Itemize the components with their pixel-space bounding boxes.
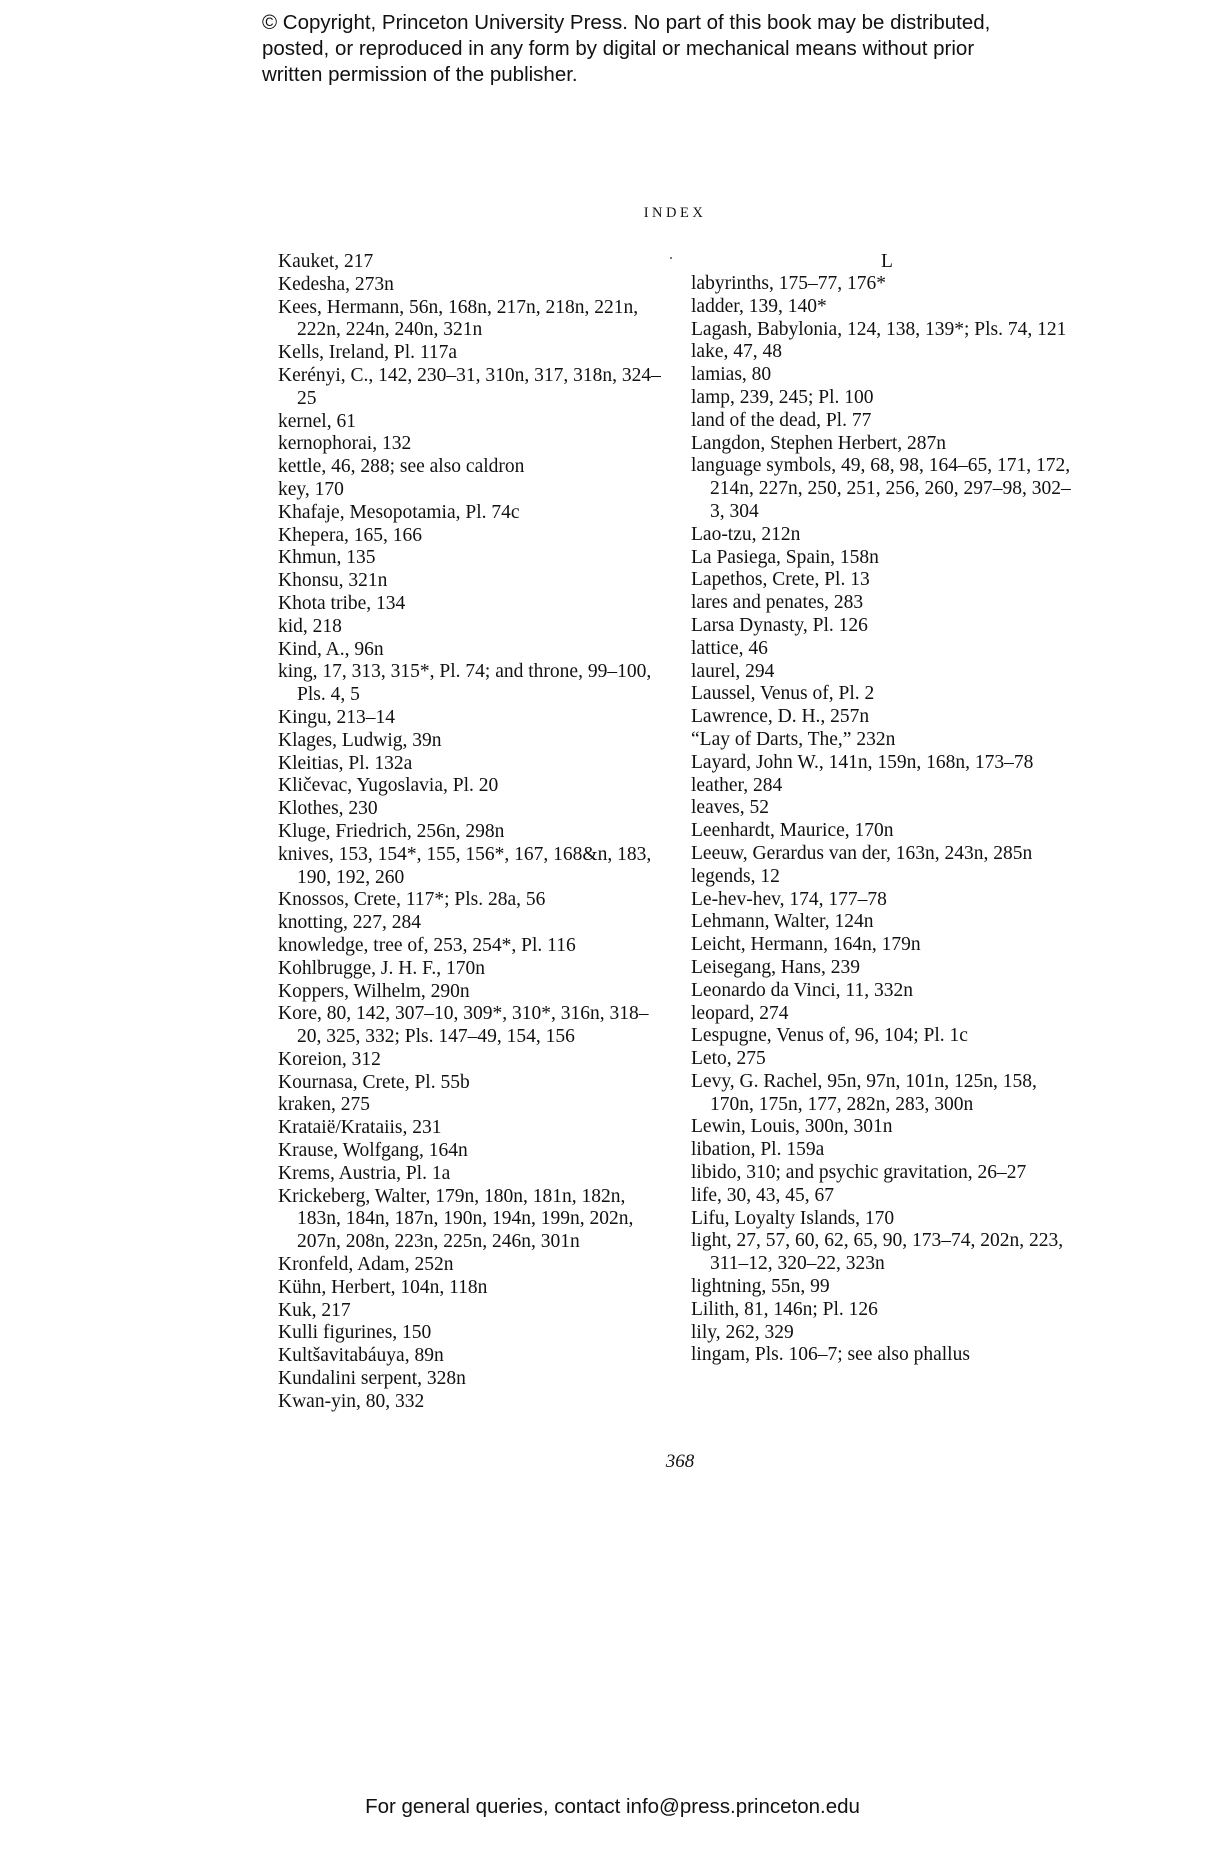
index-entry: key, 170 <box>278 478 344 500</box>
index-entry: Kuk, 217 <box>278 1299 351 1321</box>
index-entry: laurel, 294 <box>691 660 775 682</box>
index-entry: Krause, Wolfgang, 164n <box>278 1140 468 1162</box>
index-entry: Khonsu, 321n <box>278 570 388 592</box>
index-entry: kraken, 275 <box>278 1094 371 1116</box>
index-entry: legends, 12 <box>691 865 780 887</box>
index-entry: lingam, Pls. 106–7; see also phallus <box>691 1344 970 1366</box>
index-entry: labyrinths, 175–77, 176* <box>691 273 886 294</box>
index-entry: Kohlbrugge, J. H. F., 170n <box>278 957 485 979</box>
index-entry: lightning, 55n, 99 <box>691 1276 830 1298</box>
index-entry: Leonardo da Vinci, 11, 332n <box>691 979 913 1001</box>
index-entry: Kühn, Herbert, 104n, 118n <box>278 1276 488 1298</box>
index-entry: lamias, 80 <box>691 364 772 386</box>
index-entry: Kleitias, Pl. 132a <box>278 752 413 774</box>
index-entry: libido, 310; and psychic gravitation, 26–27 <box>691 1162 1027 1184</box>
index-entry: Lapethos, Crete, Pl. 13 <box>691 569 870 591</box>
index-entry: Kultšavitabáuya, 89n <box>278 1345 444 1367</box>
index-entry: Koppers, Wilhelm, 290n <box>278 980 470 1002</box>
index-entry: Leenhardt, Maurice, 170n <box>691 820 894 842</box>
index-entry: lamp, 239, 245; Pl. 100 <box>691 386 874 408</box>
index-entry: “Lay of Darts, The,” 232n <box>691 728 896 750</box>
index-entry: Lao-tzu, 212n <box>691 523 801 545</box>
index-entry: Kronfeld, Adam, 252n <box>278 1254 454 1276</box>
index-entry: Leeuw, Gerardus van der, 163n, 243n, 285n <box>691 842 1033 864</box>
index-entry: lares and penates, 283 <box>691 592 864 614</box>
index-entry: king, 17, 313, 315*, Pl. 74; and throne, 99–100, Pls. 4, 5 <box>278 661 652 706</box>
index-entry: Kulli figurines, 150 <box>278 1322 432 1344</box>
index-entry: leopard, 274 <box>691 1002 789 1024</box>
index-entry: light, 27, 57, 60, 62, 65, 90, 173–74, 202n, 223, 311–12, 320–22, 323n <box>691 1230 1064 1275</box>
index-entry: Kind, A., 96n <box>278 638 384 660</box>
index-entry: Levy, G. Rachel, 95n, 97n, 101n, 125n, 158, 170n, 175n, 177, 282n, 283, 300n <box>691 1070 1037 1115</box>
index-entry: Le-hev-hev, 174, 177–78 <box>691 888 887 910</box>
index-entry: Krickeberg, Walter, 179n, 180n, 181n, 182n, 183n, 184n, 187n, 190n, 194n, 199n, 202n, 207n, 208n, 223n, 225n, 246n, 301n <box>278 1185 634 1253</box>
index-entry: Larsa Dynasty, Pl. 126 <box>691 614 868 636</box>
index-entry: Khafaje, Mesopotamia, Pl. 74c <box>278 501 520 523</box>
index-entry: Kournasa, Crete, Pl. 55b <box>278 1071 470 1093</box>
index-entry: lattice, 46 <box>691 637 768 659</box>
index-entry: Knossos, Crete, 117*; Pls. 28a, 56 <box>278 889 546 911</box>
index-entry: Krems, Austria, Pl. 1a <box>278 1162 451 1184</box>
copyright-notice: © Copyright, Princeton University Press. No part of this book may be distributed, posted, or reproduced in any form by digital or mechanical means without prior written permission of the publisher. <box>262 11 991 86</box>
index-entry: knowledge, tree of, 253, 254*, Pl. 116 <box>278 934 576 956</box>
index-entry: lake, 47, 48 <box>691 341 782 363</box>
index-entry: Khmun, 135 <box>278 547 376 569</box>
index-entry: Kluge, Friedrich, 256n, 298n <box>278 820 505 842</box>
index-entry: Khepera, 165, 166 <box>278 524 423 546</box>
index-entry: Langdon, Stephen Herbert, 287n <box>691 432 947 454</box>
index-entry: life, 30, 43, 45, 67 <box>691 1184 834 1206</box>
index-entry: Krataië/Krataiis, 231 <box>278 1117 442 1139</box>
footer-contact: For general queries, contact info@press.princeton.edu <box>365 1795 860 1818</box>
index-entry: libation, Pl. 159a <box>691 1139 825 1161</box>
index-entry: knives, 153, 154*, 155, 156*, 167, 168&n, 183, 190, 192, 260 <box>278 843 652 888</box>
index-entry: Lespugne, Venus of, 96, 104; Pl. 1c <box>691 1025 968 1047</box>
print-speck <box>670 257 672 259</box>
index-entry: land of the dead, Pl. 77 <box>691 409 872 431</box>
index-entry: kernophorai, 132 <box>278 433 412 455</box>
index-entry: Koreion, 312 <box>278 1048 381 1070</box>
index-column-left <box>278 251 664 1414</box>
index-entry: Kore, 80, 142, 307–10, 309*, 310*, 316n, 318–20, 325, 332; Pls. 147–49, 154, 156 <box>278 1003 649 1048</box>
index-entry: Kees, Hermann, 56n, 168n, 217n, 218n, 221n, 222n, 224n, 240n, 321n <box>278 296 639 341</box>
index-entry: Leto, 275 <box>691 1048 766 1070</box>
index-entry: leather, 284 <box>691 774 783 796</box>
index-entry: kernel, 61 <box>278 410 356 432</box>
index-entry: Kauket, 217 <box>278 251 374 272</box>
index-entry: Klothes, 230 <box>278 798 378 820</box>
index-entry: Lagash, Babylonia, 124, 138, 139*; Pls. 74, 121 <box>691 318 1067 340</box>
index-entry: Lehmann, Walter, 124n <box>691 911 874 933</box>
section-letter: L <box>881 251 893 272</box>
index-entry: ladder, 139, 140* <box>691 295 827 317</box>
index-entry: Leicht, Hermann, 164n, 179n <box>691 934 921 956</box>
index-title: INDEX <box>643 205 707 221</box>
index-entry: La Pasiega, Spain, 158n <box>691 546 879 568</box>
index-entry: Laussel, Venus of, Pl. 2 <box>691 683 875 705</box>
index-entry: Lewin, Louis, 300n, 301n <box>691 1116 893 1138</box>
index-entry: Lawrence, D. H., 257n <box>691 706 870 728</box>
index-entry: Klages, Ludwig, 39n <box>278 729 442 751</box>
index-entry: Kundalini serpent, 328n <box>278 1368 466 1390</box>
index-column-right <box>691 273 1083 1367</box>
page-number: 368 <box>665 1451 695 1472</box>
index-entry: Lifu, Loyalty Islands, 170 <box>691 1207 895 1229</box>
index-entry: Layard, John W., 141n, 159n, 168n, 173–78 <box>691 751 1034 773</box>
index-entry: Khota tribe, 134 <box>278 592 406 614</box>
index-entry: Kličevac, Yugoslavia, Pl. 20 <box>278 775 499 797</box>
index-entry: kettle, 46, 288; see also caldron <box>278 456 525 478</box>
index-entry: Kwan-yin, 80, 332 <box>278 1390 425 1412</box>
index-entry: kid, 218 <box>278 615 342 637</box>
index-entry: Leisegang, Hans, 239 <box>691 956 860 978</box>
index-entry: language symbols, 49, 68, 98, 164–65, 171, 172, 214n, 227n, 250, 251, 256, 260, 297–98, 302–3, 304 <box>691 455 1071 522</box>
index-entry: Kells, Ireland, Pl. 117a <box>278 342 458 364</box>
index-entry: Kerényi, C., 142, 230–31, 310n, 317, 318n, 324–25 <box>278 364 661 409</box>
index-entry: Kingu, 213–14 <box>278 706 395 728</box>
index-entry: knotting, 227, 284 <box>278 912 422 934</box>
index-entry: leaves, 52 <box>691 797 769 819</box>
index-entry: Lilith, 81, 146n; Pl. 126 <box>691 1298 878 1320</box>
index-entry: lily, 262, 329 <box>691 1321 794 1343</box>
index-entry: Kedesha, 273n <box>278 273 394 295</box>
